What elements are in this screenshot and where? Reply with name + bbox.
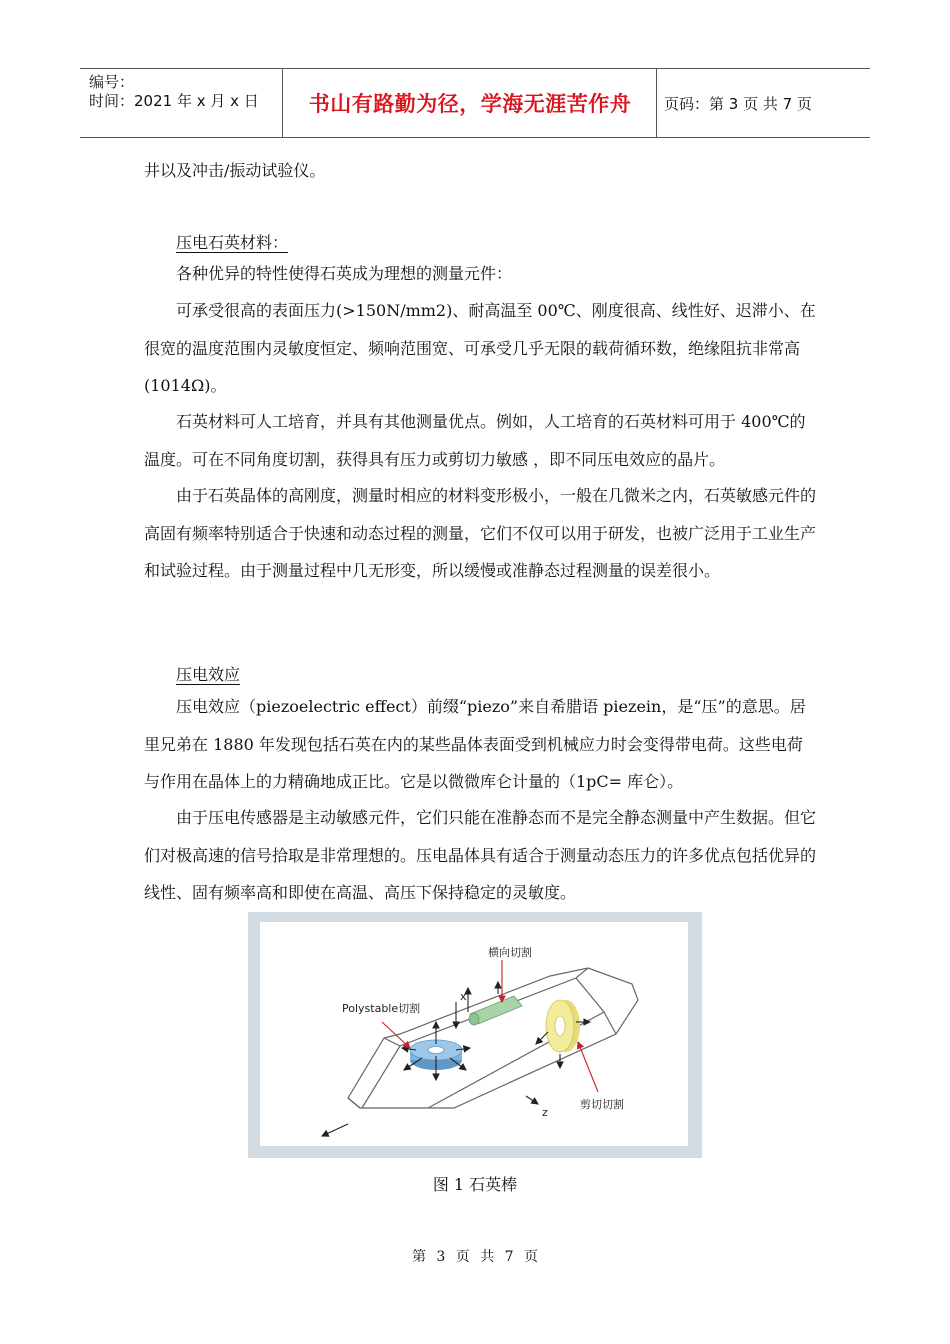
section-heading-piezo: 压电效应 — [176, 665, 241, 684]
quartz-rod-diagram — [260, 922, 688, 1146]
figure-canvas — [260, 922, 688, 1146]
label-shear-cut: 剪切切割 — [580, 1098, 624, 1111]
header-divider — [656, 69, 657, 137]
axis-x-label: x — [460, 990, 467, 1003]
document-header — [80, 68, 870, 138]
figure-quartz-rod — [248, 912, 702, 1158]
axis-z-label: z — [542, 1106, 548, 1119]
label-transverse-cut: 横向切割 — [488, 946, 532, 959]
page-footer: 第 3 页 共 7 页 — [411, 1249, 539, 1265]
number-label: 编号： — [89, 73, 135, 91]
quartz-rod-outline — [348, 968, 638, 1108]
header-meta — [89, 73, 259, 111]
header-page-info: 页码：第 3 页 共 7 页 — [664, 94, 812, 113]
section-heading-quartz: 压电石英材料： — [176, 233, 289, 252]
paragraph: 可承受很高的表面压力(>150N/mm2)、耐高温至 00℃、刚度很高、线性好、迟滞小、在很宽的温度范围内灵敏度恒定、频响范围宽、可承受几乎无限的载荷循环数，绝缘阻抗非常高(1014Ω)。 — [144, 301, 816, 395]
label-polystable-cut: Polystable切割 — [342, 1002, 421, 1015]
paragraph: 由于压电传感器是主动敏感元件，它们只能在准静态而不是完全静态测量中产生数据。但它们对极高速的信号拾取是非常理想的。压电晶体具有适合于测量动态压力的许多优点包括优异的线性、固有频率高和即使在高温、高压下保持稳定的灵敏度。 — [144, 808, 817, 902]
paragraph: 石英材料可人工培育，并具有其他测量优点。例如，人工培育的石英材料可用于 400℃的温度。可在不同角度切割，获得具有压力或剪切力敏感 ，即不同压电效应的晶片。 — [144, 412, 806, 469]
transverse-cut-cylinder — [469, 996, 522, 1025]
paragraph: 压电效应（piezoelectric effect）前缀“piezo”来自希腊语 piezein，是“压”的意思。居里兄弟在 1880 年发现包括石英在内的某些晶体表面受到机械应力时会变得带电荷。这些电荷与作用在晶体上的力精确地成正比。它是以微微库仑计量的（1pC= 库仑）。 — [144, 697, 806, 791]
header-motto: 书山有路勤为径，学海无涯苦作舟 — [308, 92, 632, 116]
paragraph: 各种优异的特性使得石英成为理想的测量元件： — [176, 264, 513, 283]
paragraph-intro-tail: 井以及冲击/振动试验仪。 — [144, 161, 326, 180]
date-label: 时间：2021 年 x 月 x 日 — [89, 92, 259, 110]
paragraph: 由于石英晶体的高刚度，测量时相应的材料变形极小，一般在几微米之内，石英敏感元件的高固有频率特别适合于快速和动态过程的测量，它们不仅可以用于研发，也被广泛用于工业生产和试验过程。由于测量过程中几无形变，所以缓慢或准静态过程测量的误差很小。 — [144, 486, 817, 580]
shear-cut-ring — [546, 1000, 580, 1052]
figure-caption: 图 1 石英棒 — [432, 1175, 518, 1194]
